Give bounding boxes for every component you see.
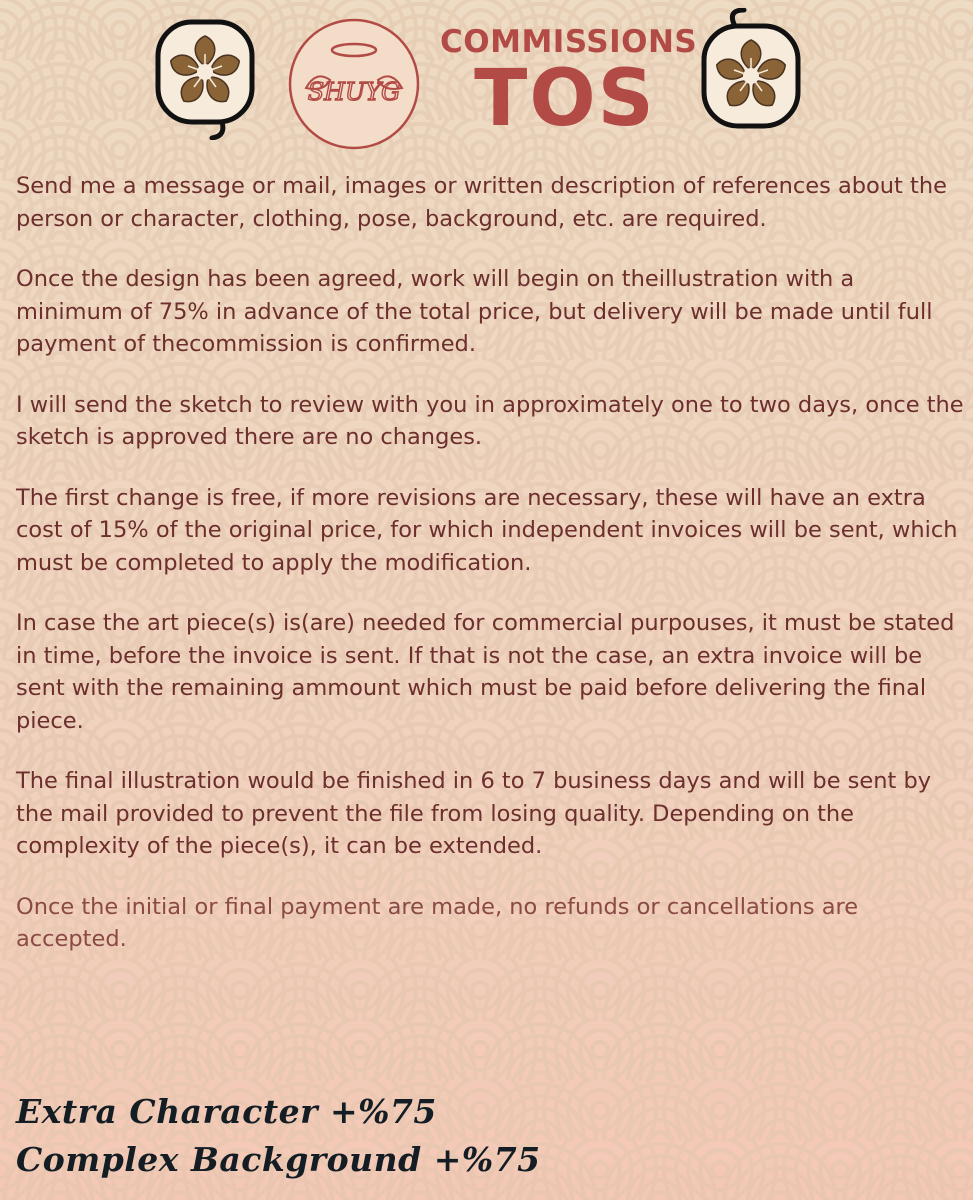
term-payment-advance: Once the design has been agreed, work will begin on theillustration with a minimum of 75% in advance of the total price, but delivery will be made until full payment of thecommission is confirmed.	[16, 266, 933, 357]
sakura-badge-right-icon	[696, 8, 806, 138]
commissions-title: COMMISSIONS	[440, 24, 698, 60]
term-references: Send me a message or mail, images or written description of references about the person or character, clothing, pose, background, etc. are required.	[16, 173, 947, 232]
terms-list	[16, 170, 966, 984]
extra-character-fee: Extra Character +%75	[16, 1092, 437, 1131]
sakura-badge-left-icon	[150, 10, 260, 140]
term-commercial-use: In case the art piece(s) is(are) needed for commercial purpouses, it must be stated in time, before the invoice is sent. If that is not the case, an extra invoice will be sent with the remaining ammount which must be paid before delivering the final piece.	[16, 610, 955, 734]
term-revisions: The first change is free, if more revisions are necessary, these will have an extra cost of 15% of the original price, for which independent invoices will be sent, which must be completed to apply the modification.	[16, 484, 958, 576]
term-sketch-review: I will send the sketch to review with you in approximately one to two days, once the sketch is approved there are no changes.	[16, 391, 964, 450]
tos-title: TOS	[474, 54, 656, 144]
extra-fees	[16, 1088, 916, 1184]
term-delivery-time: The final illustration would be finished in 6 to 7 business days and will be sent by the mail provided to prevent the file from losing quality. Depending on the complexity of the piece(s), it can be extended.	[16, 768, 932, 859]
header	[0, 0, 973, 160]
term-no-refunds: Once the initial or final payment are made, no refunds or cancellations are accepted.	[16, 893, 859, 952]
complex-background-fee: Complex Background +%75	[16, 1140, 541, 1179]
shuyg-logo	[286, 16, 422, 152]
logo-text: SHUYG	[307, 78, 401, 106]
